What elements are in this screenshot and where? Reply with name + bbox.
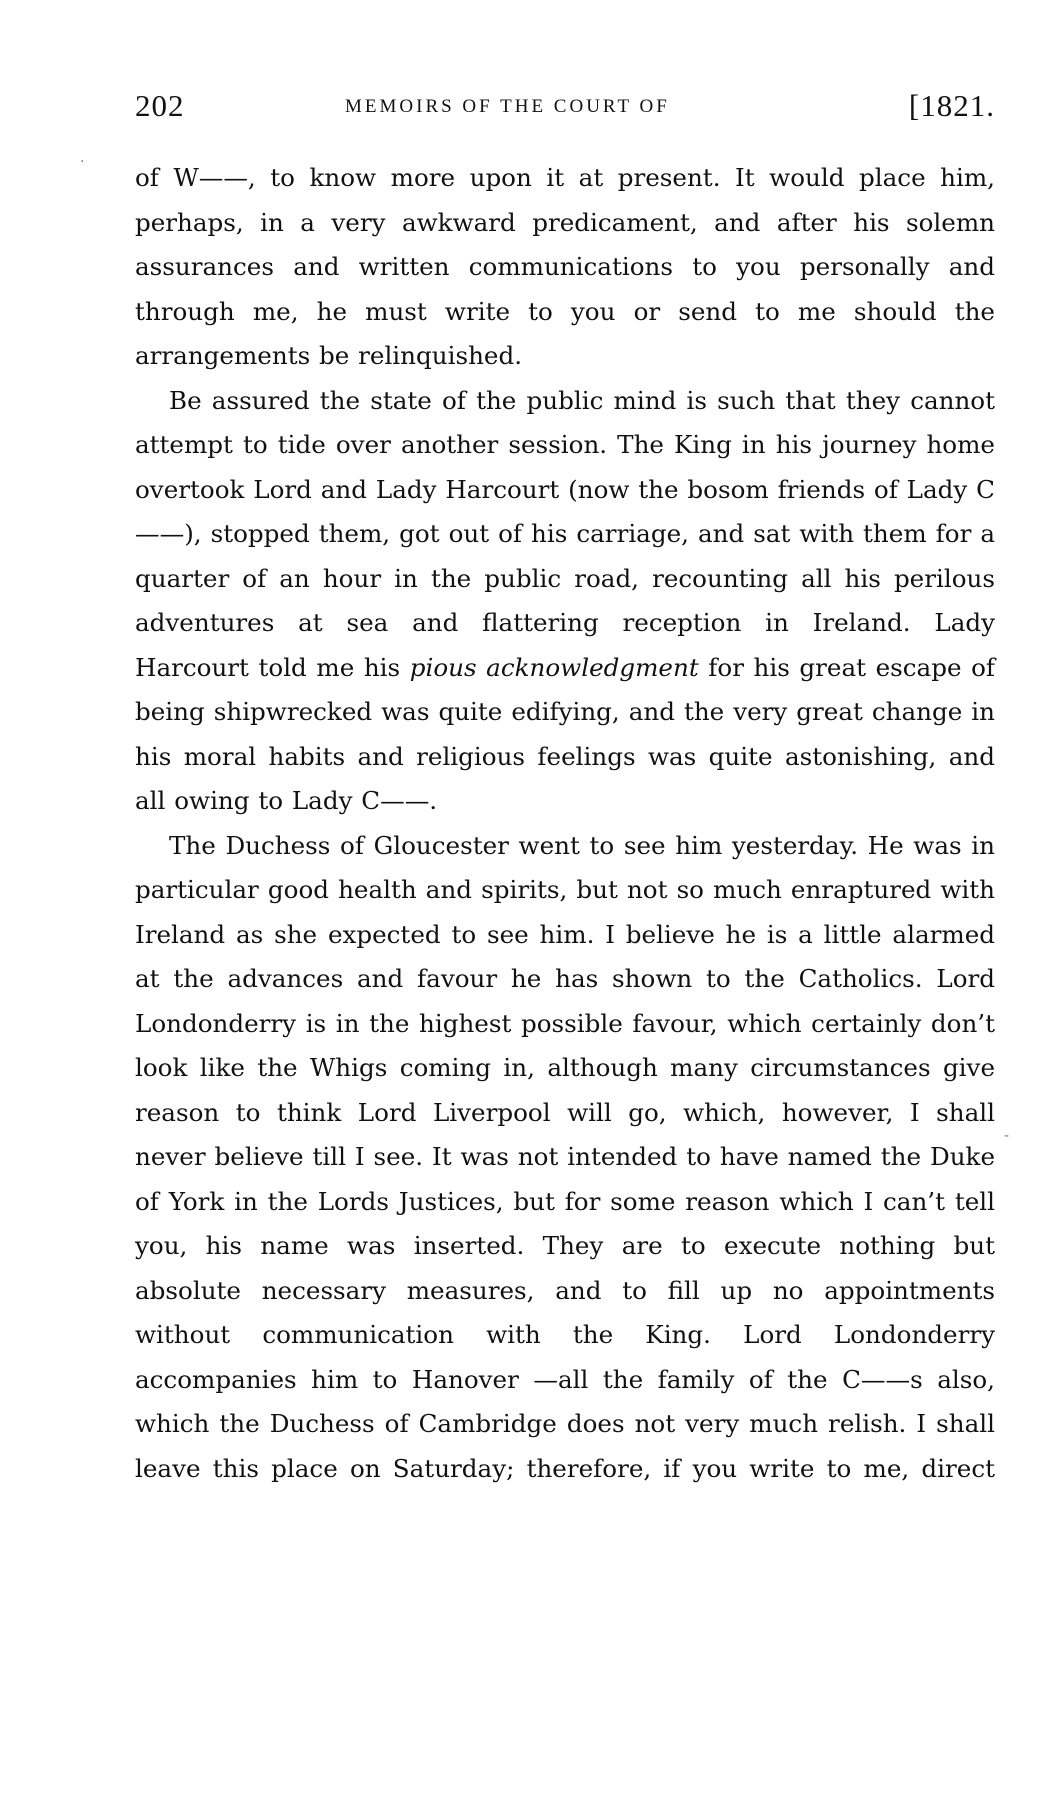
page-number: 202	[135, 88, 185, 123]
running-title: MEMOIRS OF THE COURT OF	[345, 96, 670, 117]
running-year: [1821.	[908, 88, 995, 123]
paragraph-3-text: The Duchess of Gloucester went to see him yesterday. He was in particular good health and spirits, but not so much enraptured with Ireland as she expected to see him. I believe he is a little alarmed at the advances and favour he has shown to the Catholics. Lord Londonderry is in the highest possible favour, which certainly don’t look like the Whigs coming in, although many circumstances give reason to think Lord Liverpool will go, which, however, I shall never believe till I see. It was not intended to have named the Duke of York in the Lords Justices, but for some reason which I can’t tell you, his name was inserted. They are to execute nothing but absolute necessary measures, and to fill up no appointments without communication with the King. Lord Londonderry accompanies him to Hanover —all the family of the C——s also, which the Duchess of Cambridge does not very much relish. I shall leave this place on Saturday; therefore, if you write to me, direct	[135, 830, 995, 1483]
margin-dot-mark: .	[80, 150, 85, 166]
paragraph-3	[135, 824, 995, 1492]
paragraph-1	[135, 156, 995, 379]
paragraph-2-text-before: Be assured the state of the public mind is such that they cannot attempt to tide over another session. The King in his journey home overtook Lord and Lady Harcourt (now the bosom friends of Lady C——), stopped them, got out of his carriage, and sat with them for a quarter of an hour in the public road, recounting all his perilous adventures at sea and flattering reception in Ireland. Lady Harcourt told me his	[135, 385, 995, 682]
body-text	[135, 156, 995, 1491]
paragraph-1-text: of W——, to know more upon it at present. It would place him, perhaps, in a very awkward predicament, and after his solemn assurances and written communications to you personally and through me, he must write to you or send to me should the arrangements be relinquished.	[135, 163, 995, 370]
paragraph-2	[135, 379, 995, 824]
paragraph-2-text-after: for his great escape of being shipwrecked was quite edifying, and the very great change in his moral habits and religious feelings was quite astonishing, and all owing to Lady C——.	[135, 652, 995, 815]
paragraph-2-emphasis: pious acknowledgment	[409, 652, 699, 682]
margin-dash-mark: -	[1004, 1128, 1010, 1144]
page-header	[135, 88, 995, 128]
